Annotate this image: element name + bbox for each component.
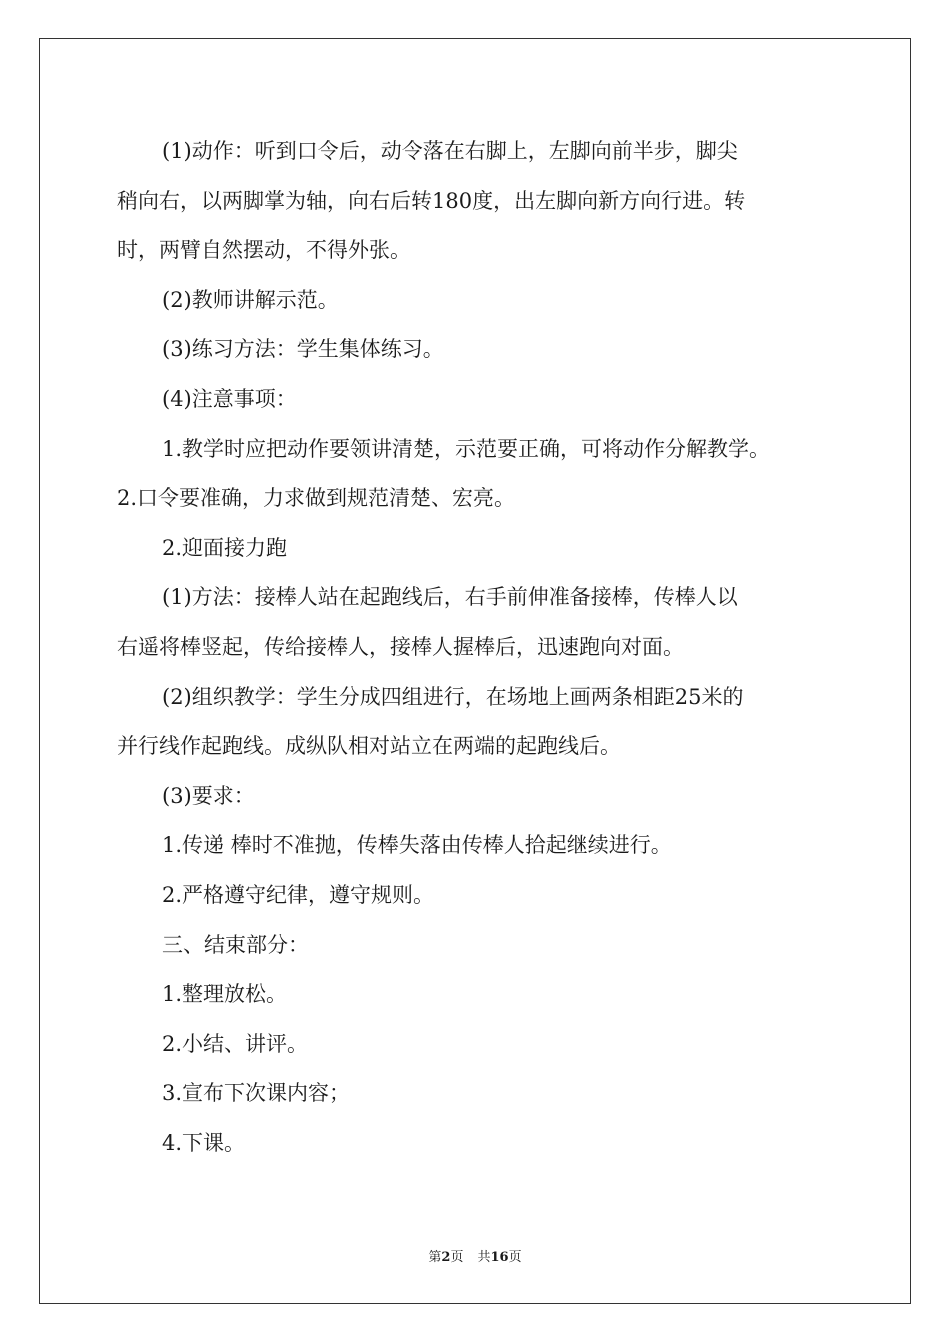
paragraph: 2.严格遵守纪律，遵守规则。 — [162, 882, 435, 907]
paragraph: 2.小结、讲评。 — [162, 1031, 309, 1056]
paragraph: 1.教学时应把动作要领讲清楚，示范要正确，可将动作分解教学。 — [162, 436, 771, 461]
paragraph: 1.传递 棒时不准抛，传棒失落由传棒人拾起继续进行。 — [162, 833, 672, 858]
total-prefix: 共 — [477, 1250, 491, 1265]
paragraph: 3.宣布下次课内容； — [162, 1081, 351, 1106]
paragraph: 右遥将棒竖起，传给接棒人，接棒人握棒后，迅速跑向对面。 — [117, 634, 684, 659]
paragraph: 并行线作起跑线。成纵队相对站立在两端的起跑线后。 — [117, 734, 621, 759]
paragraph: (3)练习方法：学生集体练习。 — [162, 337, 444, 362]
paragraph: (1)动作：听到口令后，动令落在右脚上，左脚向前半步，脚尖 — [162, 139, 738, 163]
paragraph: (3)要求： — [162, 783, 255, 808]
paragraph: 时，两臂自然摆动，不得外张。 — [117, 238, 411, 263]
paragraph: (2)教师讲解示范。 — [162, 287, 339, 312]
section-heading: 2.迎面接力跑 — [162, 535, 288, 560]
page-footer — [0, 1246, 950, 1265]
paragraph: 4.下课。 — [162, 1130, 246, 1155]
page-prefix: 第 — [428, 1250, 442, 1265]
section-heading: 三、结束部分： — [162, 932, 309, 957]
page-number: 2 — [441, 1250, 451, 1265]
total-pages: 16 — [490, 1250, 509, 1265]
total-suffix: 页 — [508, 1250, 522, 1265]
paragraph: (4)注意事项： — [162, 386, 297, 411]
paragraph: 1.整理放松。 — [162, 982, 288, 1007]
document-body — [117, 127, 857, 1168]
page-suffix: 页 — [450, 1250, 464, 1265]
paragraph: 稍向右，以两脚掌为轴，向右后转180度，出左脚向新方向行进。转 — [117, 188, 746, 213]
paragraph: 2.口令要准确，力求做到规范清楚、宏亮。 — [117, 486, 516, 511]
paragraph: (2)组织教学：学生分成四组进行，在场地上画两条相距25米的 — [162, 684, 744, 709]
paragraph: (1)方法：接棒人站在起跑线后，右手前伸准备接棒，传棒人以 — [162, 585, 738, 610]
